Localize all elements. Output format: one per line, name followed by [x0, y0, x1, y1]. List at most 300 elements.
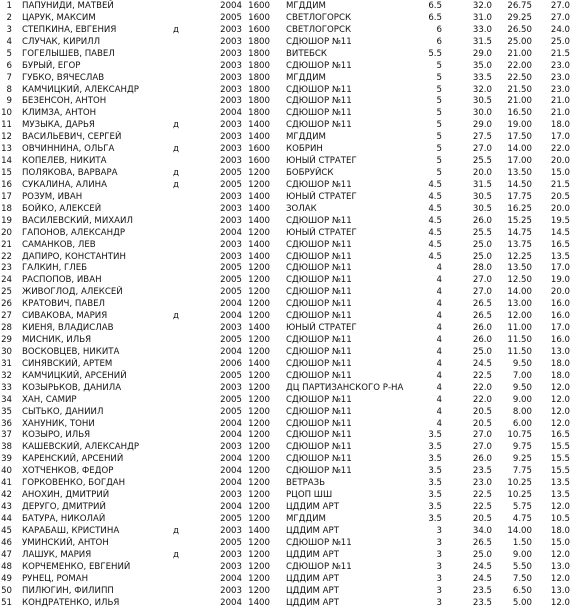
place-cell: 29	[1, 335, 12, 346]
points-cell: 3.5	[428, 490, 442, 501]
place-cell: 21	[1, 239, 12, 250]
rating-cell: 1200	[248, 442, 270, 453]
birth-year-cell: 2003	[220, 490, 242, 501]
birth-year-cell: 2005	[220, 394, 242, 405]
rating-cell: 1400	[248, 323, 270, 334]
birth-year-cell: 2003	[220, 24, 242, 35]
place-cell: 5	[6, 48, 12, 59]
birth-year-cell: 2003	[220, 132, 242, 143]
club-cell: ЦДДИМ АРТ	[286, 597, 339, 608]
rating-cell: 1200	[248, 585, 270, 596]
player-name-cell: РАСПОПОВ, ИВАН	[22, 275, 102, 286]
points-cell: 5	[436, 156, 442, 167]
birth-year-cell: 2003	[220, 549, 242, 560]
buchholz-cell: 27.0	[472, 144, 492, 155]
table-row	[0, 310, 574, 322]
buchholz-cell: 27.0	[472, 442, 492, 453]
birth-year-cell: 2003	[220, 48, 242, 59]
points-cell: 3.5	[428, 466, 442, 477]
buchholz-cell: 32.0	[472, 1, 492, 11]
table-row	[0, 286, 574, 298]
progress-cell: 18.0	[550, 120, 570, 131]
table-row	[0, 72, 574, 84]
club-cell: СДЮШОР №11	[286, 84, 352, 95]
table-row	[0, 477, 574, 489]
player-name-cell: ДАПИРО, КОНСТАНТИН	[22, 251, 126, 262]
place-cell: 46	[1, 537, 12, 548]
berger-cell: 9.50	[512, 358, 532, 369]
player-name-cell: ЦАРУК, МАКСИМ	[22, 12, 96, 23]
club-cell: ЮНЫЙ СТРАТЕГ	[286, 227, 357, 238]
player-name-cell: КЛИМЗА, АНТОН	[22, 108, 97, 119]
player-name-cell: КИЕНЯ, ВЛАДИСЛАВ	[22, 323, 114, 334]
table-row	[0, 24, 574, 36]
berger-cell: 16.25	[507, 203, 532, 214]
place-cell: 9	[6, 96, 12, 107]
berger-cell: 13.50	[507, 263, 532, 274]
club-cell: ЦДДИМ АРТ	[286, 585, 339, 596]
table-row	[0, 155, 574, 167]
club-cell: КОБРИН	[286, 144, 323, 155]
table-row	[0, 501, 574, 513]
points-cell: 6.5	[428, 1, 442, 11]
rating-cell: 1400	[248, 203, 270, 214]
buchholz-cell: 25.0	[472, 346, 492, 357]
birth-year-cell: 2003	[220, 36, 242, 47]
buchholz-cell: 32.0	[472, 84, 492, 95]
birth-year-cell: 2004	[220, 227, 242, 238]
club-cell: СВЕТЛОГОРСК	[286, 12, 352, 23]
berger-cell: 14.75	[507, 227, 532, 238]
birth-year-cell: 2003	[220, 382, 242, 393]
club-cell: ЮНЫЙ СТРАТЕГ	[286, 191, 357, 202]
progress-cell: 13.5	[550, 251, 570, 262]
progress-cell: 20.5	[550, 191, 570, 202]
player-name-cell: ВАСИЛЬЕВИЧ, СЕРГЕЙ	[22, 132, 122, 143]
table-row	[0, 227, 574, 239]
birth-year-cell: 2003	[220, 323, 242, 334]
club-cell: СДЮШОР №11	[286, 561, 352, 572]
player-name-cell: МИСНИК, ИЛЬЯ	[22, 335, 92, 346]
berger-cell: 6.00	[512, 418, 532, 429]
berger-cell: 26.50	[507, 24, 532, 35]
table-row	[0, 597, 574, 609]
points-cell: 5	[436, 144, 442, 155]
table-row	[0, 167, 574, 179]
table-row	[0, 12, 574, 24]
birth-year-cell: 2004	[220, 346, 242, 357]
berger-cell: 9.75	[512, 442, 532, 453]
points-cell: 4	[436, 323, 442, 334]
buchholz-cell: 20.5	[472, 418, 492, 429]
birth-year-cell: 2004	[220, 311, 242, 322]
progress-cell: 15.5	[550, 454, 570, 465]
player-name-cell: РУНЕЦ, РОМАН	[22, 573, 89, 584]
rating-cell: 1200	[248, 335, 270, 346]
points-cell: 4	[436, 358, 442, 369]
points-cell: 6.5	[428, 12, 442, 23]
points-cell: 4.5	[428, 179, 442, 190]
table-row	[0, 513, 574, 525]
berger-cell: 8.00	[512, 406, 532, 417]
berger-cell: 17.75	[507, 191, 532, 202]
rating-cell: 1200	[248, 513, 270, 524]
buchholz-cell: 20.5	[472, 513, 492, 524]
place-cell: 12	[1, 132, 12, 143]
progress-cell: 13.0	[550, 561, 570, 572]
club-cell: МГДДИМ	[286, 132, 326, 143]
rating-cell: 1200	[248, 275, 270, 286]
progress-cell: 15.5	[550, 442, 570, 453]
points-cell: 4	[436, 394, 442, 405]
buchholz-cell: 20.5	[472, 406, 492, 417]
points-cell: 4	[436, 299, 442, 310]
points-cell: 5	[436, 60, 442, 71]
berger-cell: 7.75	[512, 466, 532, 477]
table-row	[0, 561, 574, 573]
rating-cell: 1200	[248, 168, 270, 179]
player-name-cell: ГАЛКИН, ГЛЕБ	[22, 263, 88, 274]
points-cell: 5.5	[428, 48, 442, 59]
berger-cell: 9.00	[512, 549, 532, 560]
buchholz-cell: 28.0	[472, 263, 492, 274]
progress-cell: 15.0	[550, 537, 570, 548]
progress-cell: 16.5	[550, 239, 570, 250]
club-cell: СДЮШОР №11	[286, 346, 352, 357]
club-cell: СДЮШОР №11	[286, 251, 352, 262]
player-name-cell: УМИНСКИЙ, АНТОН	[22, 537, 109, 548]
buchholz-cell: 22.0	[472, 382, 492, 393]
place-cell: 25	[1, 287, 12, 298]
birth-year-cell: 2006	[220, 358, 242, 369]
table-row	[0, 251, 574, 263]
place-cell: 18	[1, 203, 12, 214]
berger-cell: 29.25	[507, 12, 532, 23]
berger-cell: 13.50	[507, 168, 532, 179]
birth-year-cell: 2003	[220, 84, 242, 95]
table-row	[0, 143, 574, 155]
berger-cell: 14.00	[507, 144, 532, 155]
rating-cell: 1600	[248, 1, 270, 11]
points-cell: 3.5	[428, 430, 442, 441]
points-cell: 5	[436, 168, 442, 179]
rating-cell: 1200	[248, 418, 270, 429]
birth-year-cell: 2003	[220, 72, 242, 83]
buchholz-cell: 26.0	[472, 454, 492, 465]
table-row	[0, 0, 574, 12]
player-name-cell: КРАТОВИЧ, ПАВЕЛ	[22, 299, 105, 310]
progress-cell: 20.0	[550, 156, 570, 167]
place-cell: 37	[1, 430, 12, 441]
progress-cell: 12.0	[550, 573, 570, 584]
points-cell: 3.5	[428, 513, 442, 524]
club-cell: СДЮШОР №11	[286, 454, 352, 465]
buchholz-cell: 25.5	[472, 156, 492, 167]
place-cell: 8	[6, 84, 12, 95]
birth-year-cell: 2005	[220, 12, 242, 23]
progress-cell: 16.0	[550, 299, 570, 310]
progress-cell: 13.0	[550, 346, 570, 357]
player-name-cell: СИВАКОВА, МАРИЯ	[22, 311, 108, 322]
player-name-cell: ГАПОНОВ, АЛЕКСАНДР	[22, 227, 126, 238]
club-cell: МГДДИМ	[286, 1, 326, 11]
points-cell: 5	[436, 108, 442, 119]
progress-cell: 23.0	[550, 60, 570, 71]
player-name-cell: СИНЯВСКИЙ, АРТЕМ	[22, 358, 113, 369]
place-cell: 7	[6, 72, 12, 83]
table-row	[0, 489, 574, 501]
progress-cell: 23.0	[550, 72, 570, 83]
rating-cell: 1200	[248, 311, 270, 322]
place-cell: 41	[1, 478, 12, 489]
birth-year-cell: 2005	[220, 263, 242, 274]
progress-cell: 15.5	[550, 466, 570, 477]
place-cell: 15	[1, 168, 12, 179]
points-cell: 4	[436, 287, 442, 298]
club-cell: СДЮШОР №11	[286, 60, 352, 71]
buchholz-cell: 30.0	[472, 108, 492, 119]
table-row	[0, 84, 574, 96]
birth-year-cell: 2003	[220, 239, 242, 250]
points-cell: 4	[436, 370, 442, 381]
berger-cell: 1.50	[512, 537, 532, 548]
berger-cell: 10.25	[507, 490, 532, 501]
place-cell: 36	[1, 418, 12, 429]
birth-year-cell: 2005	[220, 287, 242, 298]
rating-cell: 1800	[248, 96, 270, 107]
buchholz-cell: 31.5	[472, 36, 492, 47]
rating-cell: 1800	[248, 84, 270, 95]
progress-cell: 12.0	[550, 382, 570, 393]
club-cell: СДЮШОР №11	[286, 370, 352, 381]
club-cell: РЦОП ШШ	[286, 490, 333, 501]
player-name-cell: КОЗЫРЬКОВ, ДАНИЛА	[22, 382, 122, 393]
player-name-cell: КОНДРАТЕНКО, ИЛЬЯ	[22, 597, 120, 608]
rating-cell: 1400	[248, 525, 270, 536]
place-cell: 20	[1, 227, 12, 238]
birth-year-cell: 2003	[220, 561, 242, 572]
place-cell: 50	[1, 585, 12, 596]
berger-cell: 26.75	[507, 1, 532, 11]
club-cell: СДЮШОР №11	[286, 96, 352, 107]
progress-cell: 17.0	[550, 132, 570, 143]
club-cell: СДЮШОР №11	[286, 537, 352, 548]
rating-cell: 1600	[248, 24, 270, 35]
player-name-cell: ХАНУНИК, ТОНИ	[22, 418, 95, 429]
place-cell: 39	[1, 454, 12, 465]
berger-cell: 14.50	[507, 179, 532, 190]
buchholz-cell: 26.0	[472, 215, 492, 226]
player-name-cell: РОЗУМ, ИВАН	[22, 191, 83, 202]
points-cell: 4	[436, 263, 442, 274]
player-name-cell: ВОСКОВЦЕВ, НИКИТА	[22, 346, 120, 357]
place-cell: 48	[1, 561, 12, 572]
points-cell: 4.5	[428, 215, 442, 226]
progress-cell: 27.0	[550, 1, 570, 11]
buchholz-cell: 30.5	[472, 203, 492, 214]
berger-cell: 7.50	[512, 573, 532, 584]
buchholz-cell: 22.5	[472, 490, 492, 501]
place-cell: 13	[1, 144, 12, 155]
rating-cell: 1400	[248, 191, 270, 202]
rating-cell: 1400	[248, 239, 270, 250]
place-cell: 14	[1, 156, 12, 167]
table-row	[0, 346, 574, 358]
club-cell: СДЮШОР №11	[286, 335, 352, 346]
points-cell: 3	[436, 597, 442, 608]
player-name-cell: ЖИВОГЛОД, АЛЕКСЕЙ	[22, 287, 123, 298]
progress-cell: 15.0	[550, 168, 570, 179]
points-cell: 4	[436, 275, 442, 286]
club-cell: ЦДДИМ АРТ	[286, 502, 339, 513]
buchholz-cell: 35.0	[472, 60, 492, 71]
birth-year-cell: 2004	[220, 299, 242, 310]
berger-cell: 5.75	[512, 502, 532, 513]
berger-cell: 12.50	[507, 275, 532, 286]
rating-cell: 1200	[248, 227, 270, 238]
female-mark-cell: д	[173, 549, 179, 560]
female-mark-cell: д	[173, 525, 179, 536]
points-cell: 4.5	[428, 227, 442, 238]
club-cell: СДЮШОР №11	[286, 466, 352, 477]
berger-cell: 22.00	[507, 60, 532, 71]
buchholz-cell: 20.0	[472, 168, 492, 179]
female-mark-cell: д	[173, 144, 179, 155]
place-cell: 28	[1, 323, 12, 334]
points-cell: 3	[436, 585, 442, 596]
table-row	[0, 429, 574, 441]
club-cell: ВИТЕБСК	[286, 48, 328, 59]
berger-cell: 19.00	[507, 120, 532, 131]
rating-cell: 1600	[248, 12, 270, 23]
birth-year-cell: 2004	[220, 466, 242, 477]
place-cell: 16	[1, 179, 12, 190]
club-cell: СДЮШОР №11	[286, 275, 352, 286]
rating-cell: 1600	[248, 144, 270, 155]
place-cell: 44	[1, 513, 12, 524]
progress-cell: 13.0	[550, 585, 570, 596]
place-cell: 3	[6, 24, 12, 35]
birth-year-cell: 2004	[220, 454, 242, 465]
progress-cell: 24.0	[550, 24, 570, 35]
club-cell: СДЮШОР №11	[286, 311, 352, 322]
place-cell: 43	[1, 502, 12, 513]
player-name-cell: БУРЫЙ, ЕГОР	[22, 60, 81, 71]
table-row	[0, 573, 574, 585]
progress-cell: 16.0	[550, 311, 570, 322]
berger-cell: 9.50	[512, 382, 532, 393]
birth-year-cell: 2004	[220, 418, 242, 429]
berger-cell: 5.50	[512, 561, 532, 572]
player-name-cell: ГОГЕЛЫШЕВ, ПАВЕЛ	[22, 48, 115, 59]
club-cell: МГДДИМ	[286, 513, 326, 524]
rating-cell: 1200	[248, 287, 270, 298]
progress-cell: 25.0	[550, 36, 570, 47]
player-name-cell: АНОХИН, ДМИТРИЙ	[22, 490, 110, 501]
buchholz-cell: 25.0	[472, 239, 492, 250]
table-row	[0, 406, 574, 418]
berger-cell: 11.50	[507, 335, 532, 346]
progress-cell: 12.0	[550, 394, 570, 405]
points-cell: 5	[436, 84, 442, 95]
rating-cell: 1200	[248, 549, 270, 560]
rating-cell: 1200	[248, 490, 270, 501]
berger-cell: 7.00	[512, 370, 532, 381]
buchholz-cell: 26.0	[472, 323, 492, 334]
club-cell: МГДДИМ	[286, 72, 326, 83]
berger-cell: 11.00	[507, 323, 532, 334]
progress-cell: 17.0	[550, 263, 570, 274]
table-row	[0, 95, 574, 107]
table-row	[0, 537, 574, 549]
points-cell: 5	[436, 72, 442, 83]
club-cell: СДЮШОР №11	[286, 108, 352, 119]
club-cell: СДЮШОР №11	[286, 120, 352, 131]
rating-cell: 1200	[248, 370, 270, 381]
club-cell: СДЮШОР №11	[286, 263, 352, 274]
progress-cell: 19.0	[550, 275, 570, 286]
birth-year-cell: 2004	[220, 502, 242, 513]
club-cell: СДЮШОР №11	[286, 179, 352, 190]
progress-cell: 14.5	[550, 227, 570, 238]
player-name-cell: КАМЧИЦКИЙ, АЛЕКСАНДР	[22, 84, 139, 95]
place-cell: 17	[1, 191, 12, 202]
player-name-cell: ХАН, САМИР	[22, 394, 77, 405]
table-row	[0, 298, 574, 310]
buchholz-cell: 22.0	[472, 394, 492, 405]
points-cell: 3	[436, 573, 442, 584]
club-cell: СДЮШОР №11	[286, 406, 352, 417]
player-name-cell: ЛАШУК, МАРИЯ	[22, 549, 92, 560]
rating-cell: 1200	[248, 263, 270, 274]
club-cell: ЮНЫЙ СТРАТЕГ	[286, 156, 357, 167]
rating-cell: 1200	[248, 502, 270, 513]
berger-cell: 21.50	[507, 84, 532, 95]
buchholz-cell: 27.0	[472, 287, 492, 298]
berger-cell: 9.25	[512, 454, 532, 465]
player-name-cell: КАМЧИЦКИЙ, АРСЕНИЙ	[22, 370, 127, 381]
berger-cell: 17.00	[507, 156, 532, 167]
berger-cell: 10.75	[507, 430, 532, 441]
place-cell: 32	[1, 370, 12, 381]
birth-year-cell: 2003	[220, 251, 242, 262]
place-cell: 27	[1, 311, 12, 322]
buchholz-cell: 24.5	[472, 573, 492, 584]
player-name-cell: СЫТЬКО, ДАНИИЛ	[22, 406, 104, 417]
berger-cell: 25.00	[507, 36, 532, 47]
berger-cell: 12.00	[507, 311, 532, 322]
player-name-cell: ДЕРУГО, ДМИТРИЙ	[22, 502, 106, 513]
points-cell: 4.5	[428, 251, 442, 262]
points-cell: 4	[436, 418, 442, 429]
points-cell: 3	[436, 537, 442, 548]
points-cell: 4.5	[428, 203, 442, 214]
player-name-cell: БАТУРА, НИКОЛАЙ	[22, 513, 106, 524]
table-row	[0, 322, 574, 334]
berger-cell: 13.75	[507, 239, 532, 250]
player-name-cell: МУЗЫКА, ДАРЬЯ	[22, 120, 95, 131]
rating-cell: 1800	[248, 108, 270, 119]
rating-cell: 1200	[248, 346, 270, 357]
rating-cell: 1200	[248, 537, 270, 548]
player-name-cell: КОЗЫРО, ИЛЬЯ	[22, 430, 91, 441]
progress-cell: 18.0	[550, 358, 570, 369]
birth-year-cell: 2003	[220, 203, 242, 214]
buchholz-cell: 23.0	[472, 478, 492, 489]
rating-cell: 1800	[248, 60, 270, 71]
progress-cell: 20.0	[550, 287, 570, 298]
place-cell: 10	[1, 108, 12, 119]
